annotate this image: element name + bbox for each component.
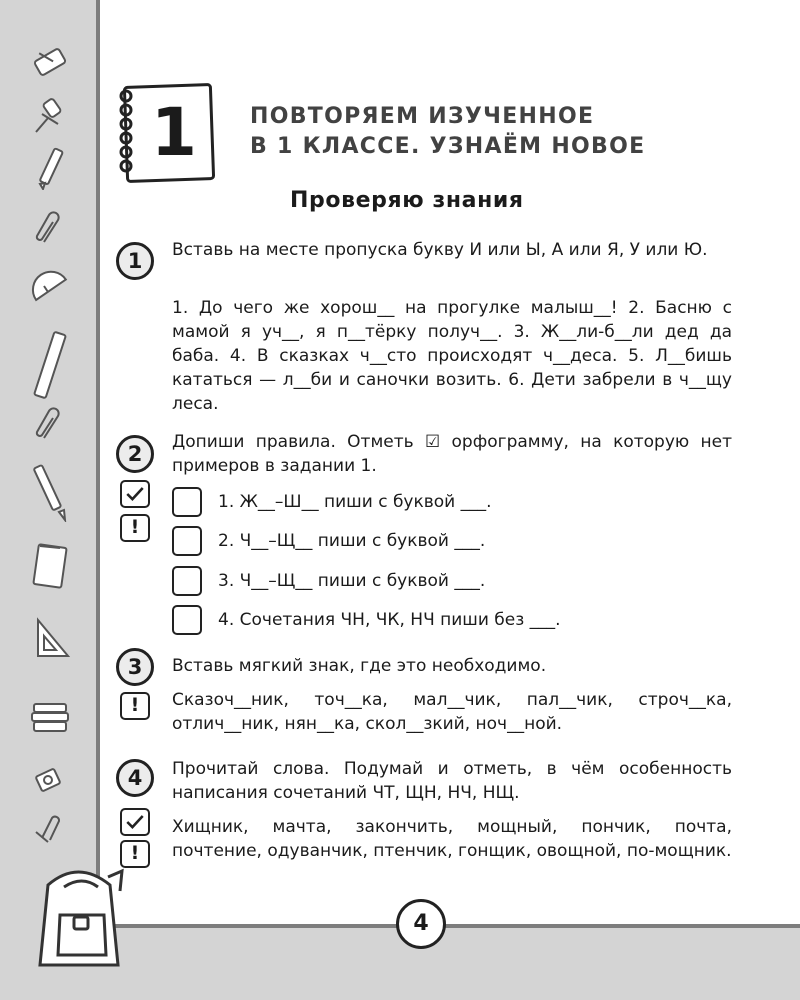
exclamation-glyph: ! bbox=[130, 516, 140, 538]
task-4-text: Хищник, мачта, закончить, мощный, пончик, почта, почтение, одуванчик, птенчик, гонщик, овощной, по-мощник. bbox=[172, 817, 732, 861]
eraser-icon bbox=[28, 40, 72, 84]
rule-option-4 bbox=[172, 603, 561, 637]
rule-2-checkbox[interactable] bbox=[172, 526, 202, 556]
books-stack-icon bbox=[28, 696, 72, 740]
exclamation-glyph: ! bbox=[130, 842, 140, 864]
frame-line-vertical bbox=[96, 0, 100, 928]
rule-option-2 bbox=[172, 524, 485, 558]
protractor-icon bbox=[28, 262, 72, 306]
rule-1-checkbox[interactable] bbox=[172, 487, 202, 517]
rule-3-checkbox[interactable] bbox=[172, 566, 202, 596]
exclamation-icon bbox=[120, 692, 150, 720]
rule-option-1 bbox=[172, 485, 492, 519]
exclamation-icon bbox=[120, 514, 150, 542]
sharpener-icon bbox=[28, 760, 72, 804]
rule-2-text: 2. Ч__–Щ__ пиши с буквой ___. bbox=[218, 531, 486, 551]
check-mark-icon bbox=[120, 808, 150, 836]
task-3-prompt: Вставь мягкий знак, где это необходимо. bbox=[172, 656, 547, 676]
paperclip-icon bbox=[28, 208, 72, 252]
pencil-icon bbox=[28, 462, 72, 522]
backpack-icon bbox=[20, 855, 140, 975]
set-square-icon bbox=[28, 616, 72, 660]
task-1-text: 1. До чего же хорош__ на прогулке малыш__! 2. Басню с мамой я уч__, я п__тёрку получ__. 3. Ж__ли-б__ли дед да баба. 4. В сказках ч__сто происходят ч__деса. 5. Л__бишь кататься — л__би и саночки возить. 6. Дети забрели в ч__щу леса. bbox=[172, 298, 732, 414]
rule-3-text: 3. Ч__–Щ__ пиши с буквой ___. bbox=[218, 571, 486, 591]
chapter-number: 1 bbox=[151, 94, 197, 171]
exclamation-glyph: ! bbox=[130, 694, 140, 716]
push-pin-icon bbox=[28, 94, 72, 138]
task-4-prompt: Прочитай слова. Подумай и отметь, в чём особенность написания сочетаний ЧТ, ЩН, НЧ, НЩ. bbox=[172, 759, 732, 803]
rule-option-3 bbox=[172, 564, 485, 598]
chapter-title-line-1: ПОВТОРЯЕМ ИЗУЧЕННОЕ bbox=[250, 104, 595, 129]
task-1-number-badge: 1 bbox=[116, 242, 154, 280]
frame-line-horizontal bbox=[96, 924, 800, 928]
section-title: Проверяю знания bbox=[290, 188, 524, 213]
task-3-number-badge: 3 bbox=[116, 648, 154, 686]
paper-clips-icon bbox=[28, 808, 72, 852]
task-3-text: Сказоч__ник, точ__ка, мал__чик, пал__чик, строч__ка, отлич__ник, нян__ка, скол__зкий, ноч__ной. bbox=[172, 690, 732, 734]
check-mark-icon bbox=[120, 480, 150, 508]
task-4-number-badge: 4 bbox=[116, 759, 154, 797]
exclamation-icon bbox=[120, 840, 150, 868]
page-number: 4 bbox=[396, 899, 446, 949]
rule-4-text: 4. Сочетания ЧН, ЧК, НЧ пиши без ___. bbox=[218, 610, 561, 630]
rule-1-text: 1. Ж__–Ш__ пиши с буквой ___. bbox=[218, 492, 492, 512]
pen-icon bbox=[28, 146, 72, 190]
notepad-icon bbox=[28, 538, 72, 594]
rule-4-checkbox[interactable] bbox=[172, 605, 202, 635]
ruler-icon bbox=[28, 330, 72, 400]
chapter-title bbox=[250, 102, 645, 162]
paperclip-icon bbox=[28, 404, 72, 448]
chapter-title-line-2: В 1 КЛАССЕ. УЗНАЁМ НОВОЕ bbox=[250, 134, 646, 159]
task-1-prompt: Вставь на месте пропуска букву И или Ы, А или Я, У или Ю. bbox=[172, 240, 708, 260]
task-2-number-badge: 2 bbox=[116, 435, 154, 473]
task-2-prompt: Допиши правила. Отметь ☑ орфограмму, на которую нет примеров в задании 1. bbox=[172, 432, 732, 476]
